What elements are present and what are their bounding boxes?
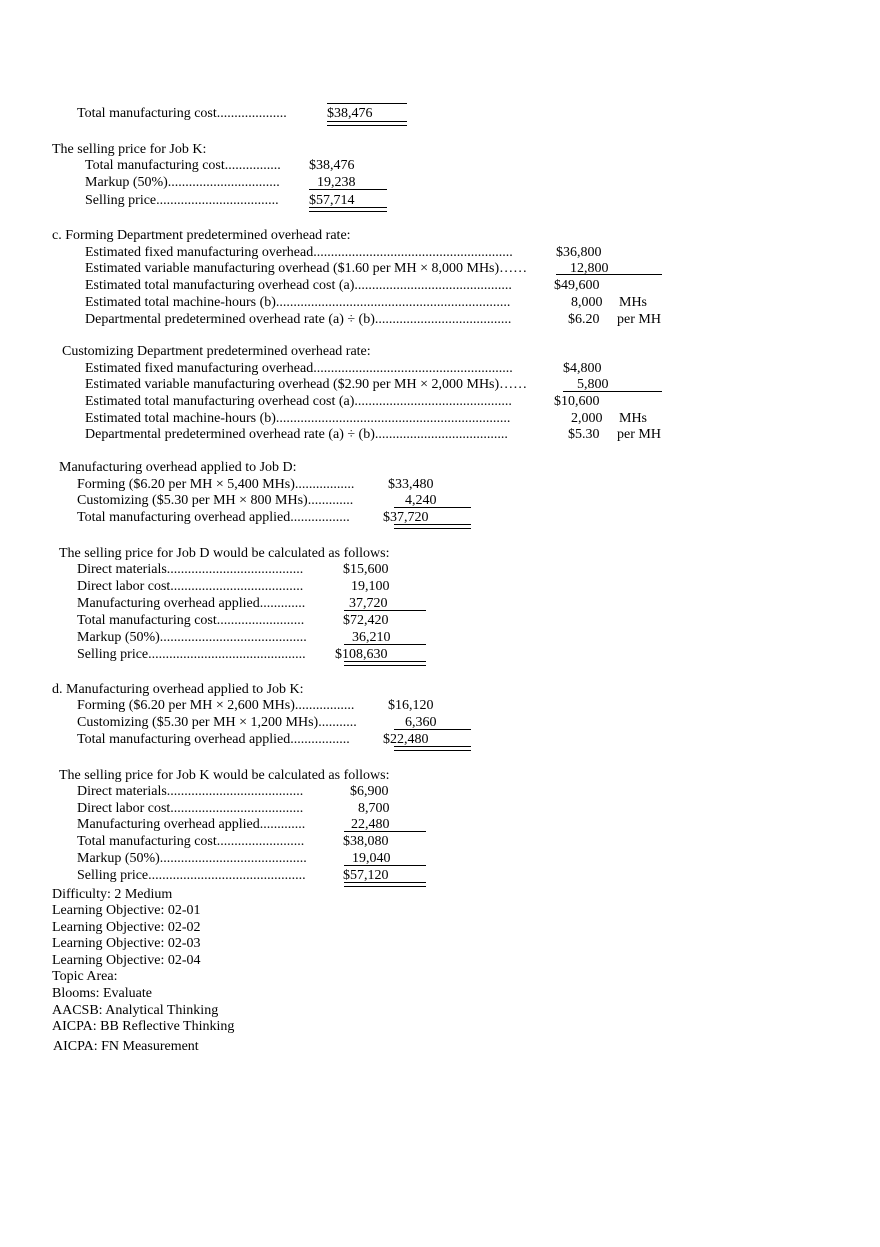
customizing-value: $5.30 xyxy=(568,427,600,442)
forming-label: Departmental predetermined overhead rate (a) ÷ (b)....................................... xyxy=(85,312,512,327)
forming-heading: c. Forming Department predetermined overhead rate: xyxy=(52,228,351,243)
job-k-price2-label: Total manufacturing cost......................... xyxy=(77,834,305,849)
rule xyxy=(309,189,387,190)
rule xyxy=(556,274,662,275)
top-total-value: $38,476 xyxy=(327,106,373,121)
overhead-job-d-value: $37,720 xyxy=(383,510,429,525)
top-double-rule xyxy=(327,121,407,126)
overhead-job-k-value: $22,480 xyxy=(383,732,429,747)
overhead-job-d-value: $33,480 xyxy=(388,477,434,492)
customizing-unit: MHs xyxy=(619,411,648,426)
job-k-price2-value: $38,080 xyxy=(343,834,389,849)
forming-label: Estimated fixed manufacturing overhead......................................................... xyxy=(85,245,513,260)
overhead-job-d-heading: Manufacturing overhead applied to Job D: xyxy=(59,460,297,475)
forming-label: Estimated variable manufacturing overhead ($1.60 per MH × 8,000 MHs)…… xyxy=(85,261,528,276)
meta-learning-objective: Learning Objective: 02-02 xyxy=(52,920,201,935)
job-d-price-label: Direct labor cost...................................... xyxy=(77,579,304,594)
forming-value: 12,800 xyxy=(570,261,609,276)
overhead-job-d-label: Customizing ($5.30 per MH × 800 MHs)............. xyxy=(77,493,354,508)
rule xyxy=(394,729,471,730)
job-d-price-value: 37,720 xyxy=(349,596,388,611)
meta-learning-objective: Learning Objective: 02-04 xyxy=(52,953,201,968)
forming-unit: per MH xyxy=(617,312,661,327)
overhead-job-k-label: Customizing ($5.30 per MH × 1,200 MHs)........... xyxy=(77,715,357,730)
meta-learning-objective: Learning Objective: 02-03 xyxy=(52,936,201,951)
job-k-price2-value: $57,120 xyxy=(343,868,389,883)
double-rule xyxy=(344,882,426,887)
job-k-price2-label: Selling price............................................. xyxy=(77,868,306,883)
double-rule xyxy=(344,661,426,666)
job-d-price-label: Manufacturing overhead applied............. xyxy=(77,596,306,611)
customizing-label: Departmental predetermined overhead rate (a) ÷ (b)...................................... xyxy=(85,427,508,442)
forming-value: 8,000 xyxy=(571,295,603,310)
job-d-price-label: Direct materials....................................... xyxy=(77,562,304,577)
job-k-price-value: $57,714 xyxy=(309,193,355,208)
job-k-price2-value: 19,040 xyxy=(352,851,391,866)
job-k-price-label: Total manufacturing cost................ xyxy=(85,158,281,173)
job-k-price2-label: Direct labor cost...................................... xyxy=(77,801,304,816)
overhead-job-k-value: $16,120 xyxy=(388,698,434,713)
rule xyxy=(344,865,426,866)
rule xyxy=(563,391,662,392)
overhead-job-k-label: Forming ($6.20 per MH × 2,600 MHs)................. xyxy=(77,698,355,713)
job-k-price-label: Markup (50%)................................ xyxy=(85,175,280,190)
forming-label: Estimated total manufacturing overhead cost (a)............................................. xyxy=(85,278,512,293)
job-d-price-value: 19,100 xyxy=(351,579,390,594)
forming-value: $49,600 xyxy=(554,278,600,293)
customizing-heading: Customizing Department predetermined overhead rate: xyxy=(62,344,371,359)
customizing-value: $4,800 xyxy=(563,361,602,376)
meta-topic-area: Topic Area: xyxy=(52,969,118,984)
customizing-label: Estimated total machine-hours (b)................................................................... xyxy=(85,411,511,426)
double-rule xyxy=(394,746,471,751)
meta-aacsb: AACSB: Analytical Thinking xyxy=(52,1003,219,1018)
job-k-price-value: 19,238 xyxy=(317,175,356,190)
rule xyxy=(344,644,426,645)
job-k-price-label: Selling price................................... xyxy=(85,193,279,208)
job-d-price-value: $108,630 xyxy=(335,647,388,662)
customizing-label: Estimated fixed manufacturing overhead......................................................... xyxy=(85,361,513,376)
meta-difficulty: Difficulty: 2 Medium xyxy=(52,887,173,902)
double-rule xyxy=(394,524,471,529)
customizing-value: $10,600 xyxy=(554,394,600,409)
overhead-job-k-value: 6,360 xyxy=(405,715,437,730)
forming-unit: MHs xyxy=(619,295,648,310)
meta-aicpa: AICPA: BB Reflective Thinking xyxy=(52,1019,235,1034)
job-d-price-label: Markup (50%).......................................... xyxy=(77,630,307,645)
rule xyxy=(344,831,426,832)
overhead-job-k-heading: d. Manufacturing overhead applied to Job K: xyxy=(52,682,304,697)
job-k-price2-heading: The selling price for Job K would be calculated as follows: xyxy=(59,768,390,783)
double-rule xyxy=(309,207,387,212)
job-k-price2-label: Markup (50%).......................................... xyxy=(77,851,307,866)
forming-value: $36,800 xyxy=(556,245,602,260)
meta-learning-objective: Learning Objective: 02-01 xyxy=(52,903,201,918)
job-k-price2-value: 22,480 xyxy=(351,817,390,832)
job-d-price-heading: The selling price for Job D would be calculated as follows: xyxy=(59,546,390,561)
customizing-unit: per MH xyxy=(617,427,661,442)
job-d-price-value: $15,600 xyxy=(343,562,389,577)
top-total-label: Total manufacturing cost.................... xyxy=(77,106,287,121)
overhead-job-d-label: Forming ($6.20 per MH × 5,400 MHs)................. xyxy=(77,477,355,492)
job-k-price2-label: Manufacturing overhead applied............. xyxy=(77,817,306,832)
forming-value: $6.20 xyxy=(568,312,600,327)
job-k-price2-value: 8,700 xyxy=(358,801,390,816)
job-k-price-value: $38,476 xyxy=(309,158,355,173)
customizing-label: Estimated total manufacturing overhead cost (a)............................................. xyxy=(85,394,512,409)
customizing-label: Estimated variable manufacturing overhead ($2.90 per MH × 2,000 MHs)…… xyxy=(85,377,528,392)
meta-blooms: Blooms: Evaluate xyxy=(52,986,152,1001)
rule xyxy=(394,507,471,508)
meta-aicpa: AICPA: FN Measurement xyxy=(53,1039,199,1054)
job-d-price-value: 36,210 xyxy=(352,630,391,645)
customizing-value: 2,000 xyxy=(571,411,603,426)
job-k-price2-value: $6,900 xyxy=(350,784,389,799)
top-rule xyxy=(327,103,407,104)
forming-label: Estimated total machine-hours (b)................................................................... xyxy=(85,295,511,310)
rule xyxy=(344,610,426,611)
customizing-value: 5,800 xyxy=(577,377,609,392)
job-d-price-label: Total manufacturing cost......................... xyxy=(77,613,305,628)
job-d-price-label: Selling price............................................. xyxy=(77,647,306,662)
job-k-price-heading: The selling price for Job K: xyxy=(52,142,207,157)
overhead-job-d-value: 4,240 xyxy=(405,493,437,508)
overhead-job-d-label: Total manufacturing overhead applied................. xyxy=(77,510,350,525)
job-d-price-value: $72,420 xyxy=(343,613,389,628)
overhead-job-k-label: Total manufacturing overhead applied................. xyxy=(77,732,350,747)
job-k-price2-label: Direct materials....................................... xyxy=(77,784,304,799)
